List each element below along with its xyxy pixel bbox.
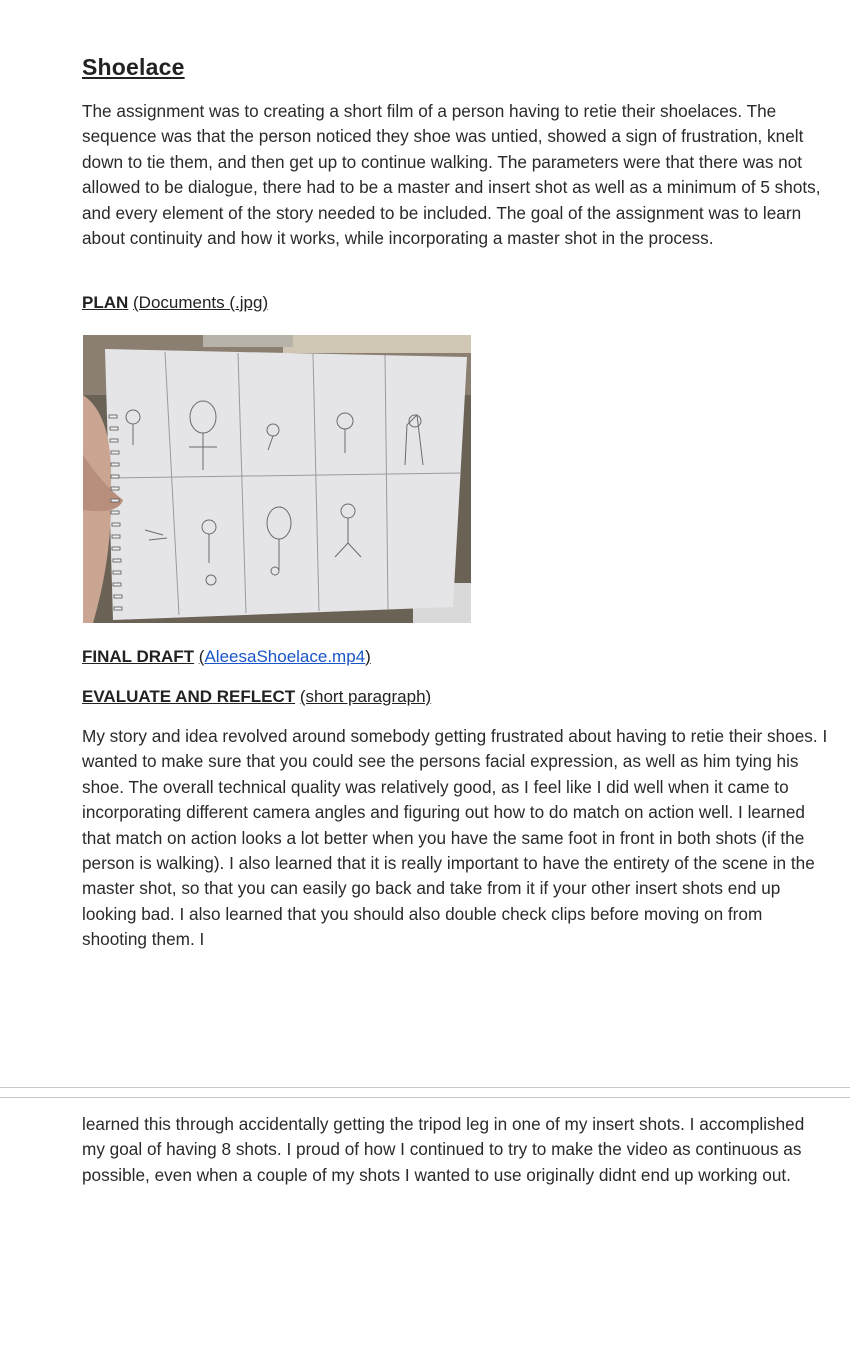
final-draft-heading: [82, 646, 830, 668]
final-draft-open-paren: (: [198, 647, 205, 666]
page-break-line-bottom: [0, 1097, 850, 1098]
evaluate-label: EVALUATE AND REFLECT: [82, 687, 296, 706]
final-draft-label: FINAL DRAFT: [82, 647, 195, 666]
final-draft-close-paren: ): [365, 647, 371, 666]
evaluate-suffix: (short paragraph): [299, 687, 432, 706]
evaluate-heading: [82, 686, 830, 708]
storyboard-photo: [83, 335, 471, 623]
reflection-paragraph-part1: My story and idea revolved around somebody getting frustrated about having to retie their shoes. I wanted to make sure that you could see the persons facial expression, as well as him tying his shoe. The overall technical quality was relatively good, as I feel like I did well when it came to incorporating different camera angles and figuring out how to do match on action well. I learned that match on action looks a lot better when you have the same foot in front in both shots (if the person is walking). I also learned that it is really important to have the entirety of the scene in the master shot, so that you can easily go back and take from it if your other insert shots end up looking bad. I also learned that you should also double check clips before moving on from shooting them. I: [82, 726, 828, 950]
intro-paragraph: The assignment was to creating a short film of a person having to retie their shoelaces. The sequence was that the person noticed they shoe was untied, showed a sign of frustration, knelt down to tie them, and then get up to continue walking. The parameters were that there was not allowed to be dialogue, there had to be a master and insert shot as well as a minimum of 5 shots, and every element of the story needed to be included. The goal of the assignment was to learn about continuity and how it works, while incorporating a master shot in the process.: [82, 101, 821, 249]
plan-heading: [82, 292, 830, 314]
page-title: Shoelace: [82, 54, 185, 80]
plan-suffix: (Documents (.jpg): [133, 293, 269, 312]
final-draft-video-link[interactable]: AleesaShoelace.mp4: [204, 647, 366, 666]
page-break-line-top: [0, 1087, 850, 1088]
reflection-paragraph-part2: learned this through accidentally getting the tripod leg in one of my insert shots. I accomplished my goal of having 8 shots. I proud of how I continued to try to make the video as continuous as possible, even when a couple of my shots I wanted to use originally didnt end up working out.: [82, 1114, 805, 1185]
plan-label: PLAN: [82, 293, 129, 312]
